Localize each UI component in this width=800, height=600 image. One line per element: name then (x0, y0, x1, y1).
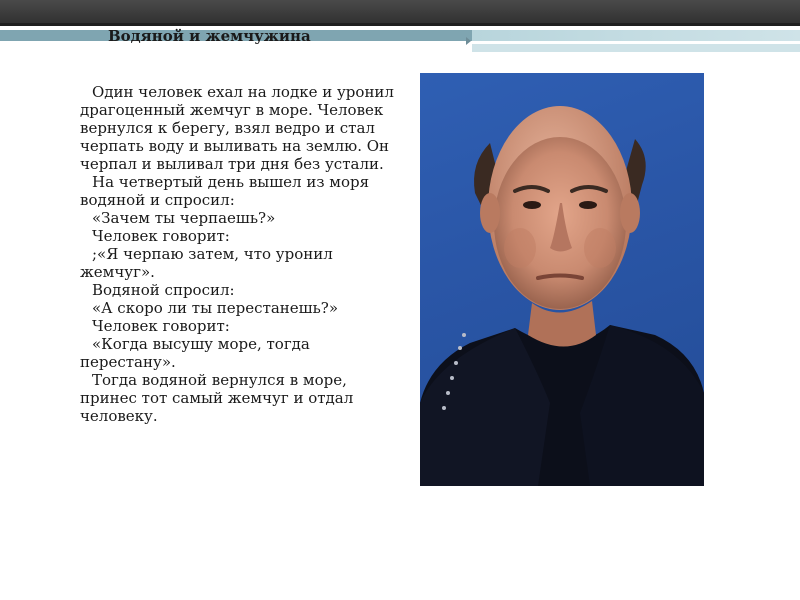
story-paragraph: ;«Я черпаю затем, что уронил жемчуг». (80, 245, 333, 281)
top-decoration-bar (0, 0, 800, 26)
story-text (80, 83, 398, 425)
play-triangle-icon (466, 37, 471, 45)
portrait-illustration (420, 73, 704, 486)
portrait-photo (420, 73, 704, 486)
accent-stripe-light (472, 30, 800, 41)
story-paragraph: Человек говорит: (92, 317, 230, 335)
top-bar-edge (0, 23, 800, 26)
story-paragraph: «А скоро ли ты перестанешь?» (92, 299, 339, 317)
story-paragraph: Человек говорит: (92, 227, 230, 245)
accent-stripe-secondary (472, 44, 800, 52)
story-paragraph: Тогда водяной вернулся в море, принес тот самый жемчуг и отдал человеку. (80, 371, 354, 425)
story-paragraph: Один человек ехал на лодке и уронил драгоценный жемчуг в море. Человек вернулся к берегу, взял ведро и стал черпать воду и выливать на землю. Он черпал и выливал три дня без устали. (80, 83, 394, 173)
story-paragraph: На четвертый день вышел из моря водяной и спросил: (80, 173, 370, 209)
story-paragraph: Водяной спросил: (92, 281, 235, 299)
slide-title: Водяной и жемчужина (108, 27, 311, 45)
story-paragraph: «Когда высушу море, тогда перестану». (80, 335, 310, 371)
story-paragraph: «Зачем ты черпаешь?» (92, 209, 276, 227)
